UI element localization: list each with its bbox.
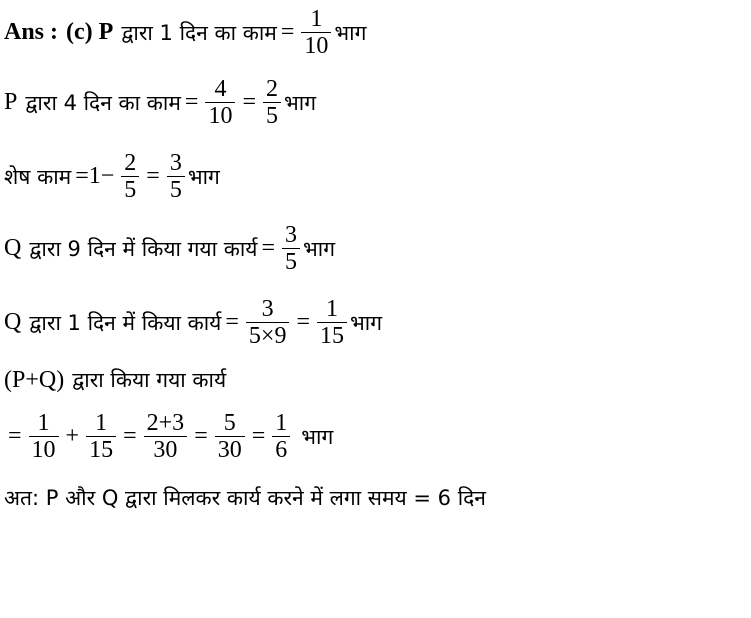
unit-label: भाग [303, 236, 336, 261]
line-6 [4, 366, 226, 394]
option-label: (c) P [66, 19, 114, 45]
conclusion-text: अत: P और Q द्वारा मिलकर कार्य करने में लगा समय = 6 दिन [4, 486, 486, 510]
line-2 [4, 76, 316, 129]
line-4 [4, 222, 335, 275]
line-8 [4, 484, 486, 512]
fraction: $\frac{1}{15}$ [86, 410, 116, 463]
expression: =1− [75, 163, 115, 189]
equals-sign: = [251, 423, 266, 449]
unit-label: भाग [350, 310, 383, 335]
q-label: Q [4, 235, 22, 261]
unit-label: भाग [334, 20, 367, 45]
fraction: $\frac{1}{6}$ [272, 410, 290, 463]
equals-sign: = [146, 163, 160, 189]
fraction: $\frac{5}{30}$ [215, 410, 245, 463]
line-7 [4, 410, 333, 463]
pq-label: (P+Q) [4, 366, 65, 393]
p-label: P [4, 89, 18, 115]
fraction: $\frac{2+3}{30}$ [144, 410, 188, 463]
line-5 [4, 296, 382, 349]
equals-sign: = [225, 309, 239, 335]
q-label: Q [4, 309, 22, 335]
equals-sign: = [194, 423, 208, 449]
fraction: $\frac{1}{15}$ [317, 296, 347, 349]
equals-sign: = [296, 309, 310, 335]
unit-label: भाग [284, 90, 317, 115]
equals-sign: = [280, 19, 295, 45]
line-5-text: द्वारा 1 दिन में किया कार्य [29, 310, 222, 335]
answer-label: Ans : [4, 19, 59, 45]
plus-sign: + [65, 423, 80, 449]
fraction: $\frac{4}{10}$ [205, 76, 235, 129]
fraction: $\frac{3}{5}$ [282, 222, 300, 275]
line-2-text: द्वारा 4 दिन का काम [25, 90, 181, 115]
line-1 [4, 6, 366, 59]
equals-sign: = [8, 423, 22, 449]
line-3 [4, 150, 220, 203]
line-4-text: द्वारा 9 दिन में किया गया कार्य [29, 236, 258, 261]
line-6-text: द्वारा किया गया कार्य [72, 368, 227, 392]
line-3-text: शेष काम [4, 164, 72, 189]
fraction: $\frac{2}{5}$ [121, 150, 139, 203]
unit-label: भाग [301, 424, 334, 449]
fraction: $\frac{1}{10}$ [301, 6, 331, 59]
equals-sign: = [184, 89, 199, 115]
fraction: $\frac{3}{5}$ [167, 150, 185, 203]
equals-sign: = [242, 89, 256, 115]
fraction: $\frac{3}{5\times 9}$ [246, 296, 290, 349]
fraction: $\frac{1}{10}$ [29, 410, 59, 463]
equals-sign: = [261, 235, 276, 261]
line-1-text: द्वारा 1 दिन का काम [121, 20, 277, 45]
equals-sign: = [123, 423, 137, 449]
unit-label: भाग [187, 164, 220, 189]
fraction: $\frac{2}{5}$ [263, 76, 281, 129]
